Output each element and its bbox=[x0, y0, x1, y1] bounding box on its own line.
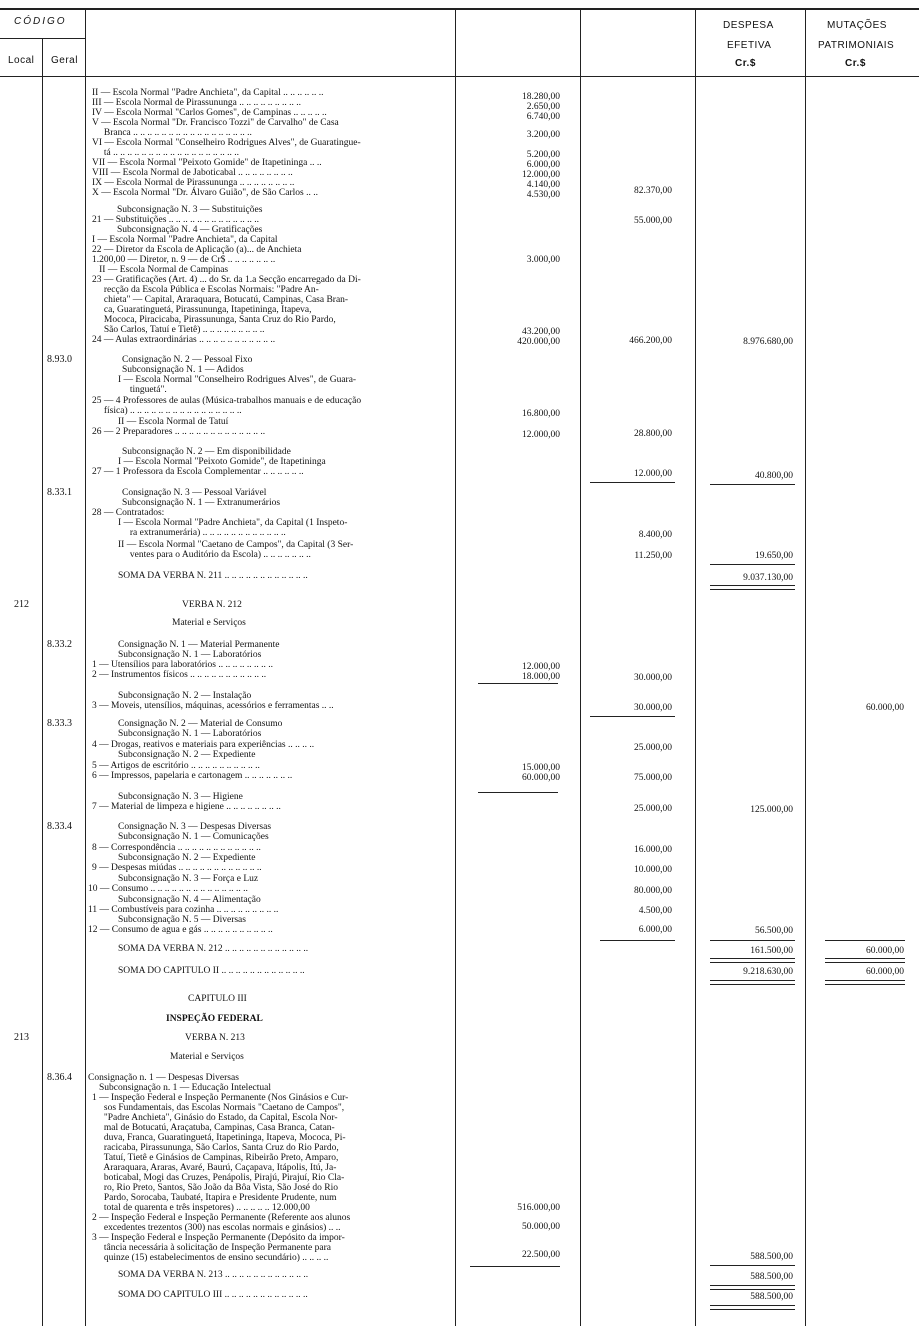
text-line: Subconsignação n. 1 — Educação Intelectual bbox=[99, 1083, 271, 1093]
text-line: duva, Franca, Guaratinguetá, Itapetininga, Itapeva, Mococa, Pi- bbox=[92, 1133, 346, 1143]
text-line: 23 — Gratificações (Art. 4) ... do Sr. da 1.a Secção encarregado da Di- bbox=[92, 275, 361, 285]
subtotal-rule bbox=[590, 716, 675, 717]
text-line: VII — Escola Normal "Peixoto Gomide" de Itapetininga .. .. bbox=[92, 158, 322, 168]
text-line: São Carlos, Tatuí e Tietê) .. .. .. .. .. .. .. .. .. bbox=[92, 325, 265, 335]
amount: 55.000,00 bbox=[634, 216, 672, 226]
amount: 30.000,00 bbox=[634, 673, 672, 683]
text-line: Consignação N. 3 — Pessoal Variável bbox=[122, 488, 267, 498]
amount: 30.000,00 bbox=[634, 703, 672, 713]
amount: 420.000,00 bbox=[517, 337, 560, 347]
text-line: recção da Escola Pública e Escolas Normais: "Padre An- bbox=[92, 285, 319, 295]
geral-header: Geral bbox=[51, 55, 78, 66]
code-geral: 8.93.0 bbox=[47, 354, 72, 365]
text-line: 9 — Despesas miúdas .. .. .. .. .. .. .. .. .. .. .. .. bbox=[92, 863, 262, 873]
code-geral: 8.36.4 bbox=[47, 1072, 72, 1083]
text-line: Mococa, Piracicaba, Pirassununga, Santa Cruz do Rio Pardo, bbox=[92, 315, 336, 325]
amount: 56.500,00 bbox=[755, 926, 793, 936]
top-border bbox=[0, 8, 919, 10]
total-rule bbox=[825, 980, 905, 985]
total-rule bbox=[825, 958, 905, 963]
text-line: III — Escola Normal de Pirassununga .. .. .. .. .. .. .. .. .. bbox=[92, 98, 301, 108]
text-line: I — Escola Normal "Padre Anchieta", da Capital bbox=[92, 235, 278, 245]
amount: 15.000,00 bbox=[522, 763, 560, 773]
amount: 6.000,00 bbox=[638, 925, 672, 935]
chapter-subheading: INSPEÇÃO FEDERAL bbox=[166, 1014, 263, 1024]
text-line: sos Fundamentais, das Escolas Normais "Caetano de Campos", bbox=[92, 1103, 345, 1113]
text-line: total de quarenta e três inspetores) .. .. .. .. .. 12.000,00 bbox=[92, 1203, 310, 1213]
amount: 6.000,00 bbox=[526, 160, 560, 170]
code-geral: 8.33.4 bbox=[47, 821, 72, 832]
text-line: Subconsignação N. 2 — Expediente bbox=[118, 853, 256, 863]
amount: 40.800,00 bbox=[755, 471, 793, 481]
text-line: Subconsignação N. 2 — Em disponibilidade bbox=[122, 447, 291, 457]
text-line: 24 — Aulas extraordinárias .. .. .. .. .. .. .. .. .. .. .. bbox=[92, 335, 276, 345]
text-line: Araraquara, Araras, Avaré, Baurú, Caçapava, Itápolis, Itú, Ja- bbox=[92, 1163, 337, 1173]
text-line: tância necessária à solicitação de Inspeção Permanente para bbox=[92, 1243, 331, 1253]
verba-total-label: SOMA DA VERBA N. 212 .. .. .. .. .. .. .. .. .. .. .. .. bbox=[118, 944, 309, 954]
col-divider-text bbox=[455, 8, 456, 1326]
text-line: II — Escola Normal de Campinas bbox=[92, 265, 229, 275]
amount: 25.000,00 bbox=[634, 804, 672, 814]
text-line: Subconsignação N. 2 — Instalação bbox=[118, 691, 252, 701]
amount: 12.000,00 bbox=[522, 662, 560, 672]
text-line: Subconsignação N. 1 — Comunicações bbox=[118, 832, 269, 842]
text-line: Subconsignação N. 1 — Laboratórios bbox=[118, 650, 262, 660]
verba-total-label: SOMA DA VERBA N. 213 .. .. .. .. .. .. .. .. .. .. .. .. bbox=[118, 1270, 309, 1280]
amount: 8.976.680,00 bbox=[743, 337, 793, 347]
text-line: 3 — Moveis, utensílios, máquinas, acessórios e ferramentas .. .. bbox=[92, 701, 334, 711]
amount: 10.000,00 bbox=[634, 865, 672, 875]
text-line: 6 — Impressos, papelaria e cartonagem .. .. .. .. .. .. .. bbox=[92, 771, 293, 781]
amount: 4.140,00 bbox=[526, 180, 560, 190]
mutacoes-header-3: Cr.$ bbox=[845, 58, 866, 69]
code-local: 213 bbox=[14, 1032, 29, 1043]
col-divider-c4 bbox=[695, 8, 696, 1326]
text-line: ra extranumerária) .. .. .. .. .. .. .. .. .. .. .. .. bbox=[118, 528, 286, 538]
text-line: Consignação N. 2 — Pessoal Fixo bbox=[122, 355, 253, 365]
text-line: V — Escola Normal "Dr. Francisco Tozzi" de Carvalho" de Casa bbox=[92, 118, 339, 128]
subtotal-rule bbox=[590, 482, 675, 483]
text-line: Subconsignação N. 3 — Substituições bbox=[117, 205, 263, 215]
amount: 60.000,00 bbox=[522, 773, 560, 783]
text-line: física) .. .. .. .. .. .. .. .. .. .. .. .. .. .. .. .. bbox=[92, 406, 242, 416]
text-line: Subconsignação N. 3 — Força e Luz bbox=[118, 874, 259, 884]
amount: 2.650,00 bbox=[526, 102, 560, 112]
amount: 9.037.130,00 bbox=[743, 573, 793, 583]
col-divider-c3 bbox=[580, 8, 581, 1326]
amount: 43.200,00 bbox=[522, 327, 560, 337]
text-line: VIII — Escola Normal de Jaboticabal .. .. .. .. .. .. .. .. bbox=[92, 168, 293, 178]
amount: 75.000,00 bbox=[634, 773, 672, 783]
text-line: 1 — Utensílios para laboratórios .. .. .. .. .. .. .. .. bbox=[92, 660, 274, 670]
local-header: Local bbox=[8, 55, 35, 66]
amount: 80.000,00 bbox=[634, 886, 672, 896]
text-line: II — Escola Normal "Padre Anchieta", da Capital .. .. .. .. .. .. bbox=[92, 88, 324, 98]
col-divider-local bbox=[42, 38, 43, 1326]
text-line: racicaba, Pirassununga, São Carlos, Santa Cruz do Rio Pardo, bbox=[92, 1143, 339, 1153]
text-line: Tatuí, Tietê e Ginásios de Campinas, Ribeirão Preto, Amparo, bbox=[92, 1153, 339, 1163]
amount: 18.280,00 bbox=[522, 92, 560, 102]
text-line: VI — Escola Normal "Conselheiro Rodrigues Alves", de Guaratingue- bbox=[92, 138, 361, 148]
amount: 9.218.630,00 bbox=[743, 967, 793, 977]
subtotal-rule bbox=[710, 564, 795, 565]
subtotal-rule bbox=[470, 1266, 560, 1267]
text-line: I — Escola Normal "Conselheiro Rodrigues Alves", de Guara- bbox=[118, 375, 357, 385]
subtotal-rule bbox=[710, 940, 795, 941]
amount: 82.370,00 bbox=[634, 186, 672, 196]
despesa-header-1: DESPESA bbox=[723, 20, 774, 31]
text-line: 2 — Inspeção Federal e Inspeção Permanente (Referente aos alunos bbox=[92, 1213, 351, 1223]
text-line: Subconsignação N. 4 — Gratificações bbox=[117, 225, 263, 235]
amount: 18.000,00 bbox=[522, 672, 560, 682]
verba-heading: VERBA N. 213 bbox=[185, 1033, 245, 1043]
amount: 22.500,00 bbox=[522, 1250, 560, 1260]
code-geral: 8.33.1 bbox=[47, 487, 72, 498]
amount: 50.000,00 bbox=[522, 1222, 560, 1232]
total-rule bbox=[710, 1305, 795, 1310]
text-line: 2 — Instrumentos físicos .. .. .. .. .. .. .. .. .. .. .. bbox=[92, 670, 267, 680]
col-divider-geral bbox=[85, 8, 86, 1326]
subtotal-rule bbox=[600, 940, 675, 941]
text-line: X — Escola Normal "Dr. Álvaro Guião", de São Carlos .. .. bbox=[92, 188, 318, 198]
amount: 11.250,00 bbox=[634, 551, 672, 561]
despesa-header-2: EFETIVA bbox=[727, 40, 772, 51]
amount: 16.000,00 bbox=[634, 845, 672, 855]
text-line: tá .. .. .. .. .. .. .. .. .. .. .. .. .. .. .. .. .. .. bbox=[92, 148, 239, 158]
text-line: Subconsignação N. 1 — Laboratórios bbox=[118, 729, 262, 739]
mutacoes-header-2: PATRIMONIAIS bbox=[818, 40, 895, 51]
text-line: mal de Botucatú, Araçatuba, Campinas, Casa Branca, Catan- bbox=[92, 1123, 335, 1133]
total-rule bbox=[710, 958, 795, 963]
text-line: ca, Guaratinguetá, Pirassununga, Itapetininga, Itapeva, bbox=[92, 305, 312, 315]
verba-total-label: SOMA DA VERBA N. 211 .. .. .. .. .. .. .. .. .. .. .. .. bbox=[118, 571, 308, 581]
text-line: 5 — Artigos de escritório .. .. .. .. .. .. .. .. .. .. bbox=[92, 761, 260, 771]
text-line: IV — Escola Normal "Carlos Gomes", de Campinas .. .. .. .. .. bbox=[92, 108, 327, 118]
amount: 4.500,00 bbox=[638, 906, 672, 916]
amount: 25.000,00 bbox=[634, 743, 672, 753]
text-line: quinze (15) estabelecimentos de ensino secundário) .. .. .. .. bbox=[92, 1253, 329, 1263]
text-line: 3 — Inspeção Federal e Inspeção Permanente (Depósito da impor- bbox=[92, 1233, 345, 1243]
text-line: Branca .. .. .. .. .. .. .. .. .. .. .. .. .. .. .. .. .. bbox=[92, 128, 252, 138]
text-line: IX — Escola Normal de Pirassununga .. .. .. .. .. .. .. .. bbox=[92, 178, 295, 188]
text-line: 10 — Consumo .. .. .. .. .. .. .. .. .. .. .. .. .. .. bbox=[88, 884, 248, 894]
text-line: ventes para o Auditório da Escola) .. .. .. .. .. .. .. bbox=[118, 550, 311, 560]
subtotal-rule bbox=[478, 792, 558, 793]
amount: 588.500,00 bbox=[750, 1252, 793, 1262]
amount: 4.530,00 bbox=[526, 190, 560, 200]
text-line: 26 — 2 Preparadores .. .. .. .. .. .. .. .. .. .. .. .. .. bbox=[92, 427, 266, 437]
code-geral: 8.33.2 bbox=[47, 639, 72, 650]
amount: 16.800,00 bbox=[522, 409, 560, 419]
text-line: 27 — 1 Professora da Escola Complementar .. .. .. .. .. .. bbox=[92, 467, 304, 477]
amount: 588.500,00 bbox=[750, 1272, 793, 1282]
amount: 6.740,00 bbox=[526, 112, 560, 122]
total-rule bbox=[710, 1285, 795, 1290]
amount: 5.200,00 bbox=[526, 150, 560, 160]
text-line: Subconsignação N. 3 — Higiene bbox=[118, 792, 243, 802]
verba-heading: VERBA N. 212 bbox=[182, 600, 242, 610]
text-line: excedentes trezentos (300) nas escolas normais e ginásios) .. .. bbox=[92, 1223, 341, 1233]
amount: 588.500,00 bbox=[750, 1292, 793, 1302]
text-line: Subconsignação N. 5 — Diversas bbox=[118, 915, 246, 925]
verba-subheading: Material e Serviços bbox=[170, 1052, 244, 1062]
amount: 125.000,00 bbox=[750, 805, 793, 815]
amount: 12.000,00 bbox=[522, 430, 560, 440]
subtotal-rule bbox=[478, 683, 558, 684]
text-line: I — Escola Normal "Peixoto Gomide", de Itapetininga bbox=[118, 457, 326, 467]
text-line: tinguetá". bbox=[118, 385, 167, 395]
chapter-total-label: SOMA DO CAPITULO II .. .. .. .. .. .. .. .. .. .. .. .. bbox=[118, 966, 305, 976]
text-line: II — Escola Normal de Tatuí bbox=[118, 417, 229, 427]
text-line: 25 — 4 Professores de aulas (Música-trabalhos manuais e de educação bbox=[92, 396, 362, 406]
text-line: Subconsignação N. 2 — Expediente bbox=[118, 750, 256, 760]
amount: 28.800,00 bbox=[634, 429, 672, 439]
despesa-header-3: Cr.$ bbox=[735, 58, 756, 69]
text-line: I — Escola Normal "Padre Anchieta", da Capital (1 Inspeto- bbox=[118, 518, 348, 528]
text-line: 7 — Material de limpeza e higiene .. .. .. .. .. .. .. .. bbox=[92, 802, 281, 812]
amount: 516.000,00 bbox=[517, 1203, 560, 1213]
total-rule bbox=[710, 980, 795, 985]
amount: 60.000,00 bbox=[866, 946, 904, 956]
code-local: 212 bbox=[14, 599, 29, 610]
text-line: II — Escola Normal "Caetano de Campos", da Capital (3 Ser- bbox=[118, 540, 354, 550]
text-line: 8 — Correspondência .. .. .. .. .. .. .. .. .. .. .. .. bbox=[92, 843, 261, 853]
text-line: Consignação n. 1 — Despesas Diversas bbox=[88, 1073, 239, 1083]
text-line: Subconsignação N. 4 — Alimentação bbox=[118, 895, 261, 905]
text-line: Consignação N. 1 — Material Permanente bbox=[118, 640, 280, 650]
amount: 12.000,00 bbox=[634, 469, 672, 479]
text-line: Subconsignação N. 1 — Adidos bbox=[122, 365, 244, 375]
amount: 3.200,00 bbox=[526, 130, 560, 140]
amount: 12.000,00 bbox=[522, 170, 560, 180]
text-line: 1.200,00 — Diretor, n. 9 — de Cr$ .. .. .. .. .. .. .. bbox=[92, 255, 276, 265]
codigo-header: CÓDIGO bbox=[14, 16, 67, 27]
col-divider-c5 bbox=[805, 8, 806, 1326]
chapter-total-label: SOMA DO CAPITULO III .. .. .. .. .. .. .. .. .. .. .. .. bbox=[118, 1290, 308, 1300]
text-line: chieta" — Capital, Araraquara, Botucatú, Campinas, Casa Bran- bbox=[92, 295, 349, 305]
amount: 161.500,00 bbox=[750, 946, 793, 956]
text-line: Consignação N. 3 — Despesas Diversas bbox=[118, 822, 272, 832]
text-line: Consignação N. 2 — Material de Consumo bbox=[118, 719, 283, 729]
verba-subheading: Material e Serviços bbox=[172, 618, 246, 628]
text-line: Subconsignação N. 1 — Extranumerários bbox=[122, 498, 281, 508]
text-line: 28 — Contratados: bbox=[92, 508, 165, 518]
amount: 8.400,00 bbox=[638, 530, 672, 540]
text-line: 4 — Drogas, reativos e materiais para experiências .. .. .. .. bbox=[92, 740, 315, 750]
amount: 3.000,00 bbox=[526, 255, 560, 265]
amount: 60.000,00 bbox=[866, 703, 904, 713]
header-bottom-rule bbox=[0, 76, 919, 77]
text-line: 11 — Combustíveis para cozinha .. .. .. .. .. .. .. .. .. bbox=[88, 905, 279, 915]
text-line: boticabal, Mogi das Cruzes, Penápolis, Pirajú, Pirajuí, Rio Cla- bbox=[92, 1173, 345, 1183]
code-geral: 8.33.3 bbox=[47, 718, 72, 729]
amount: 466.200,00 bbox=[629, 336, 672, 346]
subtotal-rule bbox=[825, 940, 905, 941]
text-line: 12 — Consumo de agua e gás .. .. .. .. .. .. .. .. .. .. bbox=[88, 925, 273, 935]
text-line: Pardo, Sorocaba, Taubaté, Itapira e Presidente Prudente, num bbox=[92, 1193, 337, 1203]
text-line: 21 — Substituições .. .. .. .. .. .. .. .. .. .. .. .. .. bbox=[92, 215, 260, 225]
total-rule bbox=[710, 585, 795, 590]
text-line: 22 — Diretor da Escola de Aplicação (a)... de Anchieta bbox=[92, 245, 302, 255]
mutacoes-header-1: MUTAÇÕES bbox=[827, 20, 887, 31]
chapter-heading: CAPITULO III bbox=[188, 994, 247, 1004]
amount: 60.000,00 bbox=[866, 967, 904, 977]
subtotal-rule bbox=[710, 1265, 795, 1266]
amount: 19.650,00 bbox=[755, 551, 793, 561]
text-line: 1 — Inspeção Federal e Inspeção Permanente (Nos Ginásios e Cur- bbox=[92, 1093, 349, 1103]
text-line: ro, Rio Preto, Santos, São João da Bôa Vista, São José do Rio bbox=[92, 1183, 338, 1193]
subtotal-rule bbox=[710, 484, 795, 485]
text-line: "Padre Anchieta", Ginásio do Estado, da Capital, Escola Nor- bbox=[92, 1113, 338, 1123]
